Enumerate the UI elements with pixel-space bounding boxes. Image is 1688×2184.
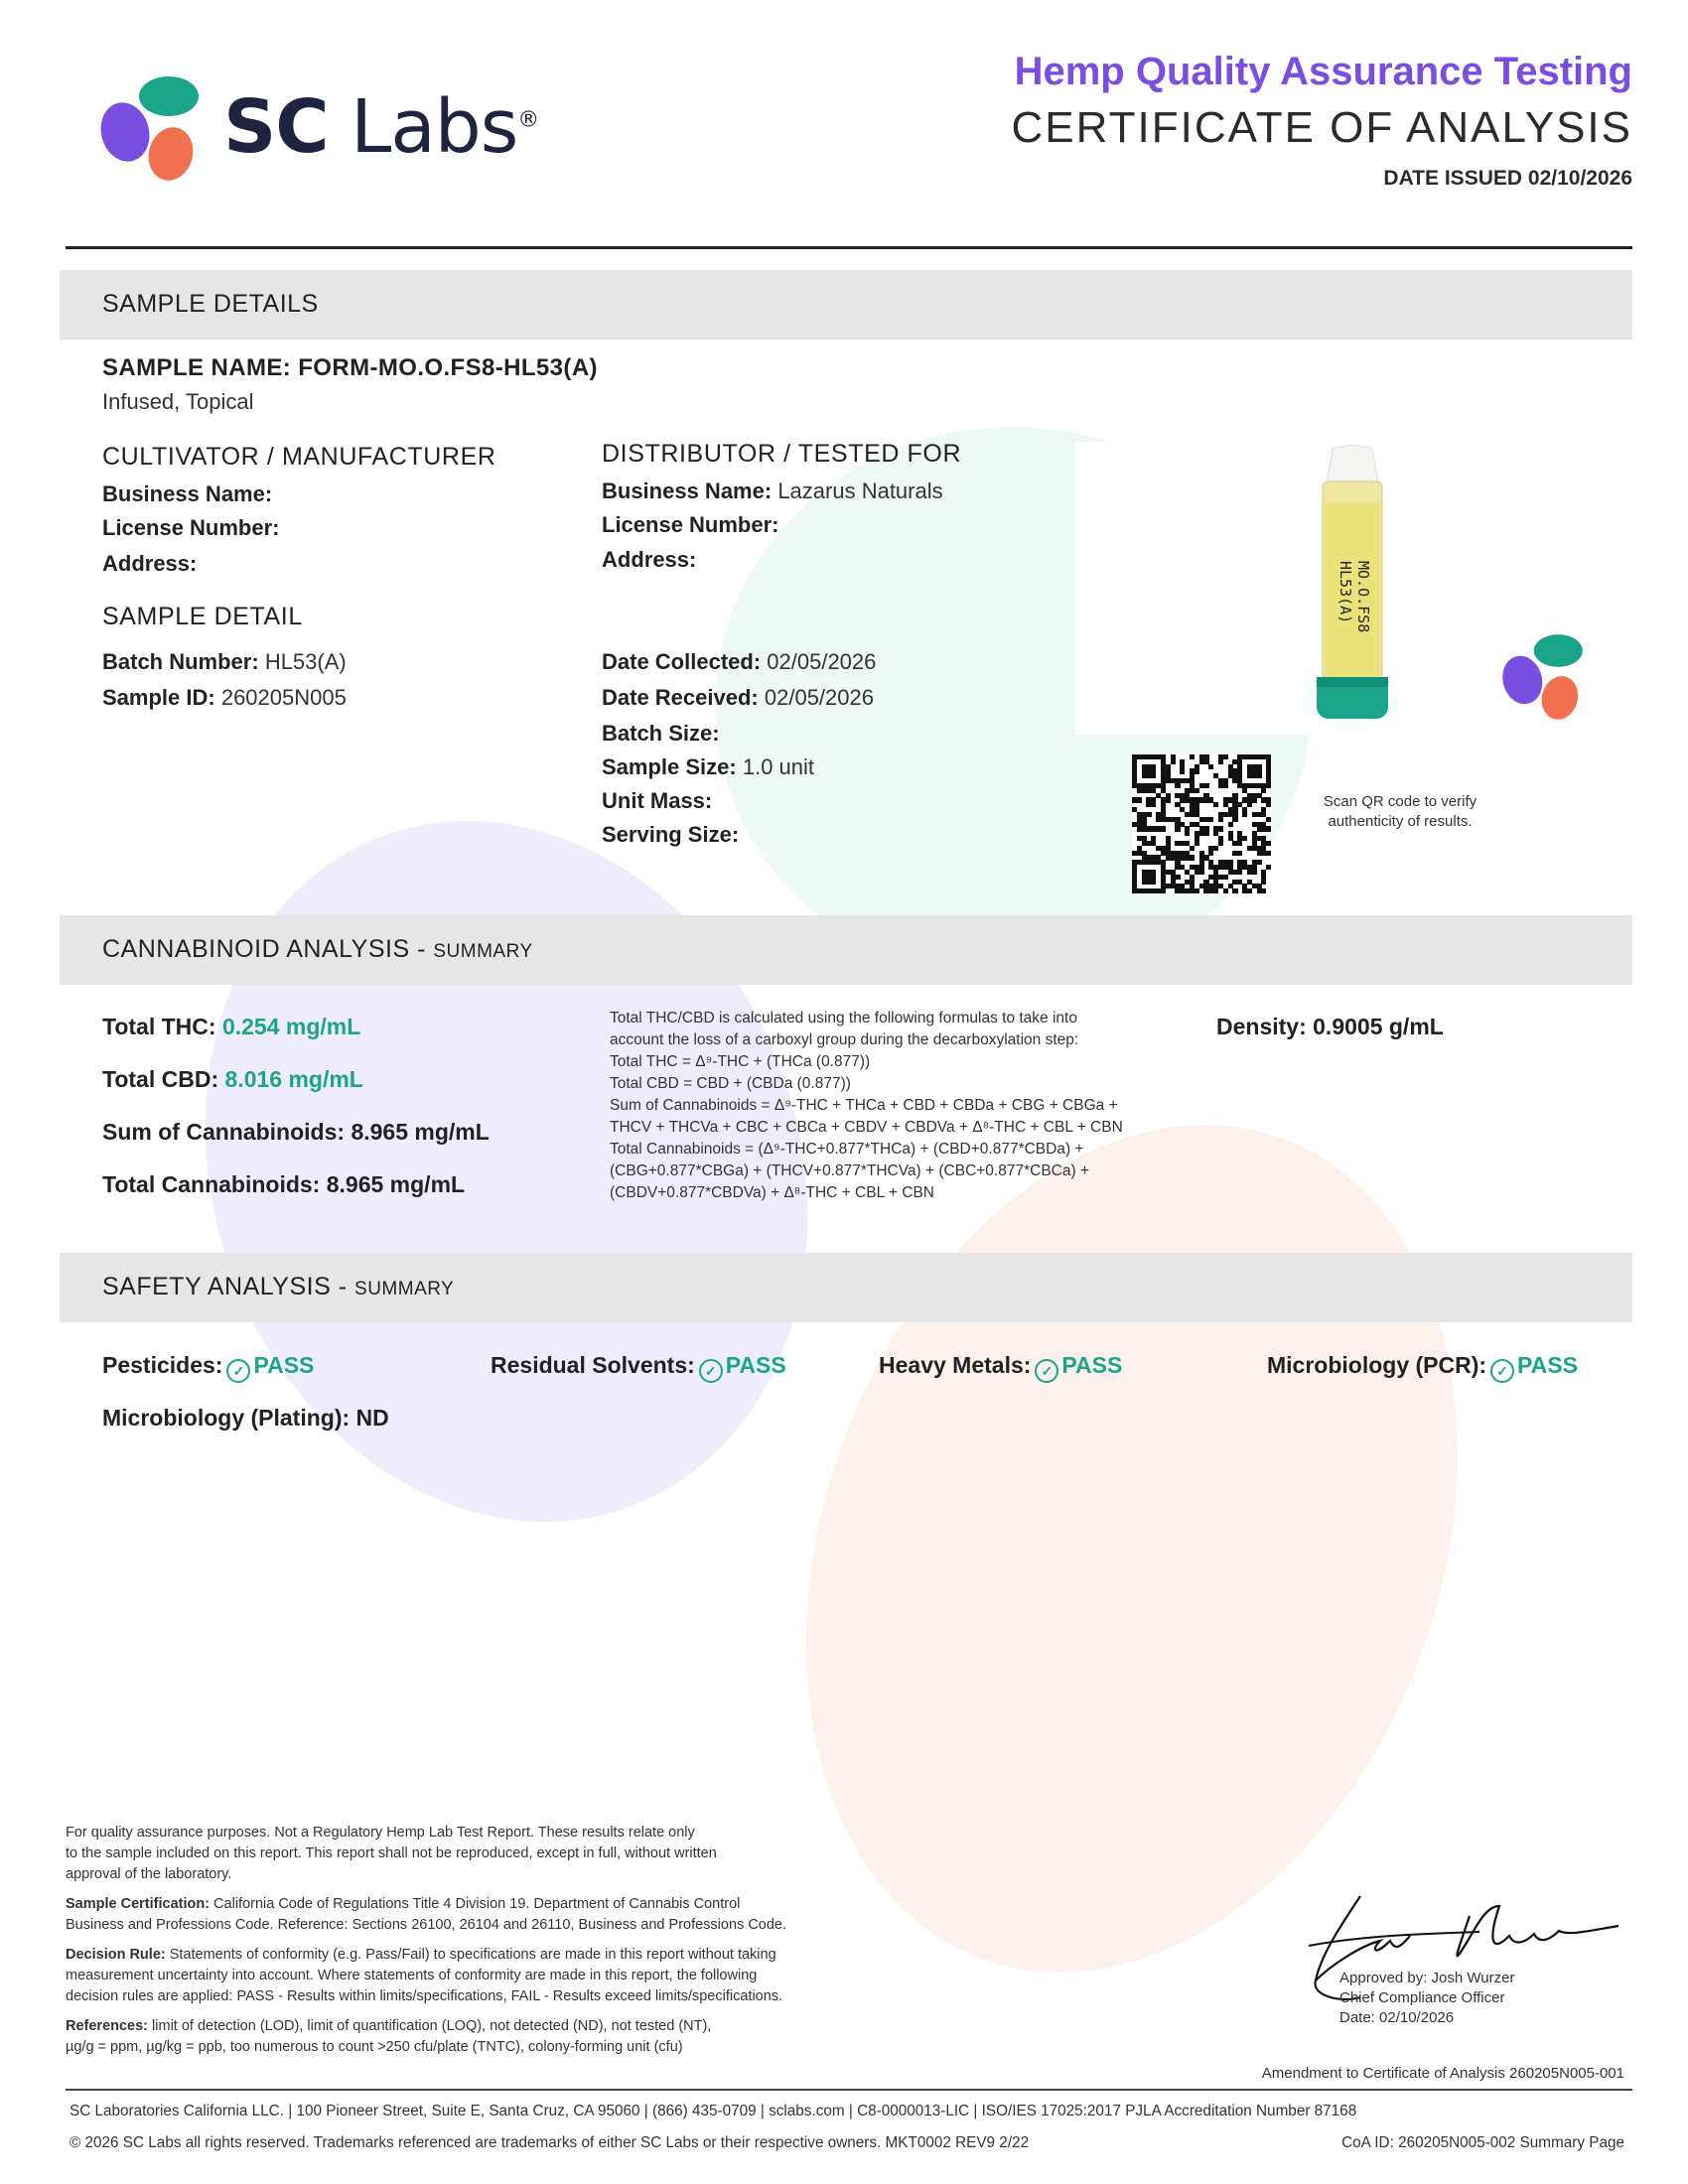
qr-module [1247, 802, 1252, 807]
formula-line: Total Cannabinoids = (Δ⁹-THC+0.877*THCa) + (CBD+0.877*CBDa) + [610, 1141, 1084, 1158]
refs-line: limit of detection (LOD), limit of quantification (LOQ), not detected (ND), not tested (NT), [148, 2018, 712, 2034]
total-cbd [102, 1066, 363, 1093]
qr-module [1195, 841, 1199, 846]
footer-notes [66, 1823, 959, 2058]
vial-label-line1: MO.O.FS8 [1354, 561, 1372, 633]
logo-text-sc: SC [223, 84, 329, 170]
serving-size: Serving Size: [602, 822, 740, 847]
date-issued [1136, 167, 1632, 191]
residual-solvents-result [491, 1352, 786, 1383]
disclaimer-line: approval of the laboratory. [66, 1866, 232, 1882]
batch-number-label: Batch Number: [102, 649, 259, 674]
qr-module [1237, 851, 1242, 856]
refs-label: References: [66, 2018, 149, 2034]
qr-module [1223, 783, 1228, 788]
sample-name-value: FORM-MO.O.FS8-HL53(A) [298, 354, 598, 381]
qr-module [1190, 754, 1195, 759]
approved-by: Approved by: Josh Wurzer [1339, 1970, 1515, 1986]
formula-line: Total THC = Δ⁹-THC + (THCa (0.877)) [610, 1053, 871, 1070]
sample-name [102, 354, 598, 382]
residual-solvents-pass: PASS [725, 1352, 786, 1378]
qr-module [1213, 888, 1218, 893]
qr-module [1252, 870, 1257, 875]
date-received-value: 02/05/2026 [764, 685, 874, 710]
pesticides-pass: PASS [253, 1352, 315, 1378]
refs-line: µg/g = ppm, µg/kg = ppb, too numerous to count >250 cfu/plate (TNTC), colony-forming unit (cfu) [66, 2039, 683, 2055]
qr-module [1161, 826, 1166, 831]
qr-module [1266, 817, 1271, 822]
qr-module [1137, 797, 1142, 802]
decision-line: Statements of conformity (e.g. Pass/Fail) to specifications are made in this report without taking [165, 1947, 776, 1963]
qr-module [1146, 812, 1151, 817]
safety-title-sub: SUMMARY [354, 1279, 455, 1299]
sum-of-cannabinoids [102, 1119, 490, 1146]
cert-label: Sample Certification: [66, 1896, 211, 1912]
sample-details-title: SAMPLE DETAILS [102, 290, 319, 318]
batch-size: Batch Size: [602, 721, 720, 746]
disclaimer-line: to the sample included on this report. This report shall not be reproduced, except in full, without written [66, 1845, 717, 1861]
qr-module [1175, 783, 1180, 788]
qr-module [1242, 836, 1247, 841]
qr-module [1151, 880, 1156, 885]
batch-number-value: HL53(A) [264, 649, 347, 674]
qr-module [1261, 880, 1266, 885]
header-rule [66, 246, 1632, 249]
total-thc-label: Total THC: [102, 1014, 216, 1039]
copyright: © 2026 SC Labs all rights reserved. Trademarks referenced are trademarks of either SC Labs or their respective owners. MKT0002 REV9 2/22 [70, 2134, 1030, 2151]
qr-module [1266, 851, 1271, 856]
date-received-label: Date Received: [602, 685, 759, 710]
safety-title-text: SAFETY ANALYSIS - [102, 1273, 348, 1300]
logo-text-labs: Labs [351, 84, 518, 170]
qr-module [1237, 870, 1242, 875]
sum-value: 8.965 mg/mL [351, 1119, 490, 1145]
logo-mark-icon [99, 74, 209, 184]
vial-label-line2: HL53(A) [1336, 561, 1354, 624]
sample-certification [66, 1894, 959, 1936]
distributor-business-name-value: Lazarus Naturals [777, 478, 943, 503]
sample-id-value: 260205N005 [220, 685, 347, 710]
qr-module [1266, 841, 1271, 846]
microbiology-pcr-result [1267, 1352, 1578, 1383]
qr-module [1175, 875, 1180, 880]
qr-module [1151, 802, 1156, 807]
formula-line: (CBG+0.877*CBGa) + (THCV+0.877*THCVa) + (CBC+0.877*CBCa) + [610, 1162, 1089, 1179]
approver-title: Chief Compliance Officer [1339, 1989, 1505, 2006]
qr-module [1166, 797, 1171, 802]
qr-module [1213, 846, 1218, 851]
total-thc [102, 1014, 360, 1040]
qr-module [1213, 802, 1218, 807]
sample-size-value: 1.0 unit [742, 754, 815, 779]
batch-number [102, 649, 347, 675]
cert-line: California Code of Regulations Title 4 Division 19. Department of Cannabis Control [210, 1896, 741, 1912]
qr-module [1223, 875, 1228, 880]
total-cbd-label: Total CBD: [102, 1066, 219, 1092]
microbiology-plating-label: Microbiology (Plating): [102, 1405, 351, 1431]
qr-module [1151, 773, 1156, 778]
qr-module [1185, 831, 1190, 836]
decision-rule [66, 1945, 959, 2007]
formula-notes [610, 1008, 1205, 1204]
formula-line: THCV + THCVa + CBC + CBCa + CBDV + CBDVa + Δ⁸-THC + CBL + CBN [610, 1119, 1123, 1136]
qr-module [1257, 860, 1262, 865]
approved-date: Date: 02/10/2026 [1339, 2009, 1455, 2026]
sample-size [602, 754, 814, 780]
microbiology-plating-value: ND [355, 1405, 389, 1431]
microbiology-pcr-label: Microbiology (PCR): [1267, 1352, 1487, 1378]
unit-mass: Unit Mass: [602, 788, 713, 813]
cultivator-address: Address: [102, 551, 198, 576]
pesticides-result [102, 1352, 314, 1383]
total-thc-value: 0.254 mg/mL [221, 1014, 361, 1039]
distributor-heading: DISTRIBUTOR / TESTED FOR [602, 440, 962, 468]
decision-line: measurement uncertainty into account. Where statements of conformity are made in this report, the following [66, 1968, 758, 1983]
qr-module [1261, 788, 1266, 793]
formula-line: (CBDV+0.877*CBDVa) + Δ⁸-THC + CBL + CBN [610, 1184, 934, 1201]
qr-module [1208, 764, 1213, 769]
qr-module [1266, 802, 1271, 807]
total-cannabinoids-value: 8.965 mg/mL [326, 1171, 466, 1197]
amendment-note: Amendment to Certificate of Analysis 260205N005-001 [1261, 2065, 1624, 2082]
qr-module [1223, 888, 1228, 893]
sum-label: Sum of Cannabinoids: [102, 1119, 346, 1145]
qr-module [1203, 831, 1208, 836]
cultivator-license: License Number: [102, 515, 280, 540]
sample-size-label: Sample Size: [602, 754, 737, 779]
footer-rule [66, 2089, 1632, 2091]
heavy-metals-label: Heavy Metals: [879, 1352, 1032, 1378]
formula-line: Total THC/CBD is calculated using the following formulas to take into [610, 1010, 1077, 1026]
sample-type: Infused, Topical [102, 389, 254, 414]
qr-module [1218, 841, 1223, 846]
qr-module [1232, 888, 1237, 893]
heavy-metals-pass: PASS [1061, 1352, 1123, 1378]
date-collected-label: Date Collected: [602, 649, 762, 674]
qr-module [1218, 826, 1223, 831]
qr-module [1232, 817, 1237, 822]
qr-module [1161, 888, 1166, 893]
distributor-business-name-label: Business Name: [602, 478, 773, 503]
qr-module [1199, 870, 1204, 875]
qr-module [1218, 759, 1223, 764]
sample-id-label: Sample ID: [102, 685, 215, 710]
header-subtitle: Hemp Quality Assurance Testing [1014, 50, 1632, 93]
density-label: Density: [1216, 1014, 1307, 1039]
sample-name-label: SAMPLE NAME: [102, 354, 292, 381]
decision-label: Decision Rule: [66, 1947, 166, 1963]
disclaimer-line: For quality assurance purposes. Not a Regulatory Hemp Lab Test Report. These results relate only [66, 1825, 695, 1841]
qr-module [1266, 865, 1271, 870]
distributor-business-name [602, 478, 943, 504]
qr-module [1203, 783, 1208, 788]
density-value: 0.9005 g/mL [1313, 1014, 1444, 1039]
residual-solvents-label: Residual Solvents: [491, 1352, 695, 1378]
date-issued-value: 02/10/2026 [1527, 167, 1632, 190]
qr-module [1252, 797, 1257, 802]
qr-module [1190, 846, 1195, 851]
qr-module [1171, 759, 1176, 764]
sample-photo [1074, 442, 1630, 735]
qr-module [1261, 888, 1266, 893]
date-collected-value: 02/05/2026 [767, 649, 877, 674]
qr-code[interactable] [1132, 754, 1271, 893]
microbiology-pcr-pass: PASS [1517, 1352, 1578, 1378]
sample-id [102, 685, 347, 711]
qr-module [1228, 822, 1233, 827]
logo-reg: ® [517, 107, 539, 133]
cannabinoid-title-text: CANNABINOID ANALYSIS - [102, 935, 426, 963]
cannabinoid-title [102, 935, 533, 964]
cultivator-heading: CULTIVATOR / MANUFACTURER [102, 443, 496, 471]
references [66, 2016, 959, 2058]
cultivator-business-name: Business Name: [102, 481, 273, 506]
qr-caption-line1: Scan QR code to verify [1323, 793, 1477, 810]
cannabinoid-title-sub: SUMMARY [433, 941, 533, 962]
qr-module [1195, 888, 1199, 893]
sample-detail-heading: SAMPLE DETAIL [102, 603, 303, 630]
formula-line: account the loss of a carboxyl group during the decarboxylation step: [610, 1031, 1079, 1048]
coa-id: CoA ID: 260205N005-002 Summary Page [1341, 2134, 1624, 2151]
qr-caption-line2: authenticity of results. [1328, 813, 1473, 830]
date-collected [602, 649, 876, 675]
qr-module [1223, 754, 1228, 759]
qr-module [1190, 855, 1195, 860]
qr-caption [1291, 792, 1509, 832]
distributor-address: Address: [602, 547, 697, 572]
microbiology-plating-result [102, 1405, 389, 1432]
lab-info: SC Laboratories California LLC. | 100 Pioneer Street, Suite E, Santa Cruz, CA 95060 | (866) 435-0709 | sclabs.com | C8-0000013-LIC | ISO/IES 17025:2017 PJLA Accreditation Number 87168 [70, 2103, 1357, 2119]
qr-module [1242, 812, 1247, 817]
qr-module [1266, 826, 1271, 831]
decision-line: decision rules are applied: PASS - Results within limits/specifications, FAIL - Results exceed limits/specifications. [66, 1988, 783, 2004]
total-cbd-value: 8.016 mg/mL [224, 1066, 363, 1092]
qr-module [1247, 888, 1252, 893]
density [1216, 1014, 1444, 1040]
qr-module [1218, 817, 1223, 822]
check-circle-icon: ✓ [699, 1359, 723, 1383]
qr-module [1257, 773, 1262, 778]
approval-block [1339, 1969, 1514, 2028]
safety-title [102, 1273, 454, 1301]
logo-mark-small-icon [1501, 630, 1591, 725]
check-circle-icon: ✓ [226, 1359, 250, 1383]
qr-module [1180, 768, 1185, 773]
date-issued-label: DATE ISSUED [1383, 167, 1523, 190]
formula-line: Sum of Cannabinoids = Δ⁹-THC + THCa + CBD + CBDa + CBG + CBGa + [610, 1097, 1118, 1114]
date-received [602, 685, 874, 711]
header-title: CERTIFICATE OF ANALYSIS [1011, 103, 1632, 152]
disclaimer [66, 1823, 959, 1885]
qr-module [1195, 788, 1199, 793]
qr-module [1266, 783, 1271, 788]
heavy-metals-result [879, 1352, 1122, 1383]
check-circle-icon: ✓ [1035, 1359, 1058, 1383]
qr-module [1175, 826, 1180, 831]
distributor-license: License Number: [602, 512, 779, 537]
check-circle-icon: ✓ [1490, 1359, 1514, 1383]
cert-line: Business and Professions Code. Reference: Sections 26100, 26104 and 26110, Business and Professions Code. [66, 1917, 787, 1933]
qr-module [1208, 851, 1213, 856]
formula-line: Total CBD = CBD + (CBDa (0.877)) [610, 1075, 851, 1092]
qr-module [1237, 841, 1242, 846]
total-cannabinoids [102, 1171, 465, 1198]
pesticides-label: Pesticides: [102, 1352, 223, 1378]
qr-module [1195, 768, 1199, 773]
total-cannabinoids-label: Total Cannabinoids: [102, 1171, 321, 1197]
logo [99, 74, 556, 184]
qr-module [1208, 817, 1213, 822]
